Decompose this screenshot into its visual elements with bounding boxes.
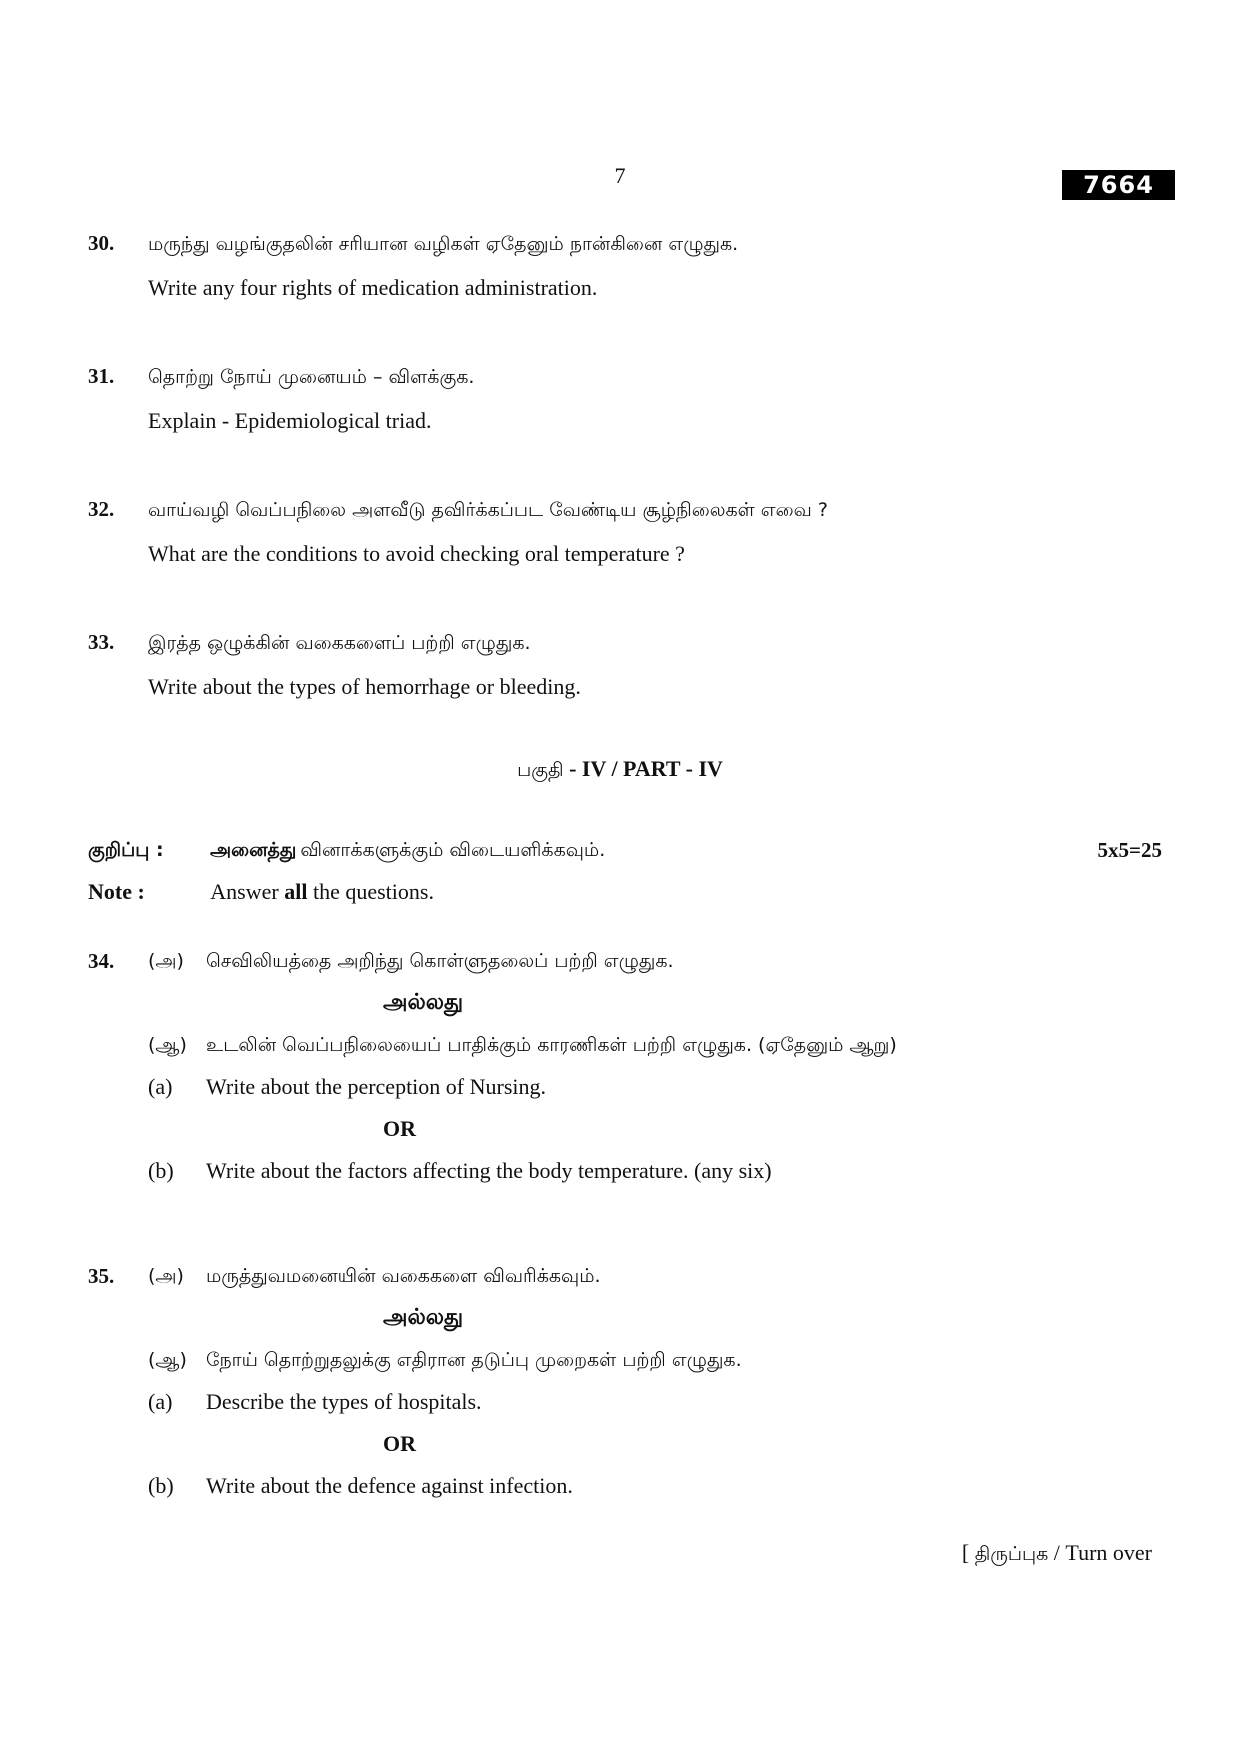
option-a-tamil <box>148 940 1178 982</box>
option-label: (அ) <box>148 1265 184 1287</box>
option-b-english <box>148 1150 1178 1192</box>
option-label: (a) <box>148 1389 173 1414</box>
part-heading-tamil: பகுதி <box>517 759 564 781</box>
option-b-tamil <box>148 1024 1178 1066</box>
note-english <box>88 872 1178 912</box>
note-label-tamil: குறிப்பு : <box>88 839 164 861</box>
part-heading <box>0 756 1240 784</box>
note-text-post: the questions. <box>312 879 434 904</box>
question-text-english: Write any four rights of medication administration. <box>148 275 598 300</box>
note-emphasis-tamil: அனைத்து <box>210 839 297 861</box>
option-b-tamil <box>148 1339 1178 1381</box>
question-31 <box>88 355 1178 443</box>
option-label: (ஆ) <box>148 1349 187 1371</box>
option-text: செவிலியத்தை அறிந்து கொள்ளுதலைப் பற்றி எழுதுக. <box>206 950 674 972</box>
option-text: Write about the defence against infection. <box>206 1473 573 1498</box>
question-text-tamil: தொற்று நோய் முனையம் – விளக்குக. <box>148 366 475 388</box>
option-text: நோய் தொற்றுதலுக்கு எதிரான தடுப்பு முறைகள் பற்றி எழுதுக. <box>206 1349 742 1371</box>
question-number: 31. <box>88 364 115 388</box>
paper-code-badge: 7664 <box>1062 170 1175 200</box>
question-text-english: Explain - Epidemiological triad. <box>148 408 432 433</box>
turn-over-english: / Turn over <box>1053 1540 1152 1565</box>
option-label: (அ) <box>148 950 184 972</box>
question-32 <box>88 488 1178 576</box>
option-text: Describe the types of hospitals. <box>206 1389 482 1414</box>
option-a-tamil <box>148 1255 1178 1297</box>
note-tamil <box>88 830 1178 872</box>
option-label: (ஆ) <box>148 1034 187 1056</box>
note-text-tamil: வினாக்களுக்கும் விடையளிக்கவும். <box>300 839 606 861</box>
note-text-pre: Answer <box>210 879 279 904</box>
page-number: 7 <box>614 163 626 188</box>
option-a-english <box>148 1381 1178 1423</box>
question-number: 32. <box>88 497 115 521</box>
question-text-tamil: இரத்த ஒழுக்கின் வகைகளைப் பற்றி எழுதுக. <box>148 632 531 654</box>
question-number: 33. <box>88 630 115 654</box>
part-heading-english: - IV / PART - IV <box>569 756 723 781</box>
question-34 <box>88 940 1178 1192</box>
question-text-tamil: வாய்வழி வெப்பநிலை அளவீடு தவிர்க்கப்பட வேண்டிய சூழ்நிலைகள் எவை ? <box>148 499 828 521</box>
question-number: 30. <box>88 231 115 255</box>
turn-over-bracket: [ <box>961 1540 970 1565</box>
question-33 <box>88 621 1178 709</box>
note-label-english: Note : <box>88 879 145 904</box>
or-english: OR <box>383 1431 416 1456</box>
note-emphasis-english: all <box>284 879 308 904</box>
or-tamil: அல்லது <box>383 990 464 1015</box>
option-label: (b) <box>148 1158 174 1183</box>
option-label: (a) <box>148 1074 173 1099</box>
turn-over-note <box>962 1540 1152 1568</box>
option-text: உடலின் வெப்பநிலையைப் பாதிக்கும் காரணிகள் பற்றி எழுதுக. (ஏதேனும் ஆறு) <box>206 1034 897 1056</box>
option-a-english <box>148 1066 1178 1108</box>
or-tamil: அல்லது <box>383 1305 464 1330</box>
question-number: 35. <box>88 1264 115 1288</box>
question-number: 34. <box>88 949 115 973</box>
or-english: OR <box>383 1116 416 1141</box>
turn-over-tamil: திருப்புக <box>974 1543 1049 1565</box>
option-text: Write about the perception of Nursing. <box>206 1074 547 1099</box>
option-label: (b) <box>148 1473 174 1498</box>
question-text-english: Write about the types of hemorrhage or bleeding. <box>148 674 581 699</box>
option-text: மருத்துவமனையின் வகைகளை விவரிக்கவும். <box>206 1265 601 1287</box>
question-35 <box>88 1255 1178 1507</box>
option-b-english <box>148 1465 1178 1507</box>
question-30 <box>88 222 1178 310</box>
marks-allocation: 5x5=25 <box>1097 838 1162 862</box>
option-text: Write about the factors affecting the body temperature. (any six) <box>206 1158 772 1183</box>
question-text-english: What are the conditions to avoid checking oral temperature ? <box>148 541 685 566</box>
question-text-tamil: மருந்து வழங்குதலின் சரியான வழிகள் ஏதேனும் நான்கினை எழுதுக. <box>148 233 739 255</box>
